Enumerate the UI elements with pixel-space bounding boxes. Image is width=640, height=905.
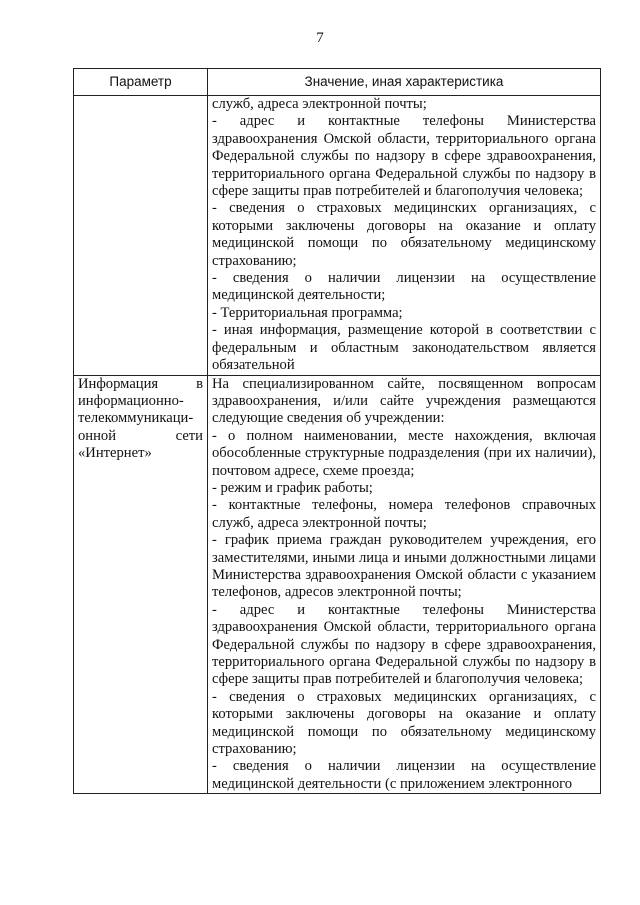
header-param: Параметр bbox=[74, 69, 208, 96]
value-item: служб, адреса электронной почты; bbox=[212, 96, 427, 112]
value-item: - Территориальная программа; bbox=[212, 304, 403, 321]
page-number: 7 bbox=[316, 30, 324, 46]
parameters-table bbox=[73, 68, 601, 794]
param-line: телекоммуникаци- bbox=[78, 410, 194, 427]
table-header-row bbox=[74, 69, 601, 96]
value-cell bbox=[208, 375, 601, 794]
param-line: онной сети bbox=[78, 427, 203, 444]
param-cell bbox=[74, 96, 208, 376]
value-cell bbox=[208, 96, 601, 376]
value-item: - сведения о страховых медицинских организациях, с которыми заключены договоры на оказание и оплату медицинской помощи по обязательному медицинскому страхованию; bbox=[212, 200, 596, 269]
value-item: - режим и график работы; bbox=[212, 479, 373, 496]
value-item: - контактные телефоны, номера телефонов справочных служб, адреса электронной почты; bbox=[212, 497, 596, 531]
value-item: - адрес и контактные телефоны Министерства здравоохранения Омской области, территориального органа Федеральной службы по надзору в сфере здравоохранения, территориального органа Федеральной службы по надзору в сфере защиты прав потребителей и благополучия человека; bbox=[212, 601, 596, 688]
value-item: - сведения о наличии лицензии на осуществление медицинской деятельности; bbox=[212, 270, 596, 304]
value-item: - сведения о страховых медицинских организациях, с которыми заключены договоры на оказание и оплату медицинской помощи по обязательному медицинскому страхованию; bbox=[212, 688, 596, 758]
header-value: Значение, иная характеристика bbox=[208, 69, 601, 96]
value-item: - сведения о наличии лицензии на осуществление медицинской деятельности (с приложением электронного bbox=[212, 758, 596, 792]
table-row bbox=[74, 375, 601, 794]
param-line: «Интернет» bbox=[78, 445, 152, 462]
value-item: - иная информация, размещение которой в соответствии с федеральным и областным законодательством является обязательной bbox=[212, 322, 596, 374]
table-row bbox=[74, 96, 601, 376]
value-item: - график приема граждан руководителем учреждения, его заместителями, иными лица и иными должностными лицами Министерства здравоохранения Омской области с указанием телефонов, адресов электронной почты; bbox=[212, 532, 596, 601]
value-item: - адрес и контактные телефоны Министерства здравоохранения Омской области, территориального органа Федеральной службы по надзору в сфере здравоохранения, территориального органа Федеральной службы по надзору в сфере защиты прав потребителей и благополучия человека; bbox=[212, 113, 596, 200]
value-item: На специализированном сайте, посвященном вопросам здравоохранения, и/или сайте учреждения размещаются следующие сведения об учреждении: bbox=[212, 375, 596, 427]
param-line: Информация в bbox=[78, 375, 203, 392]
param-cell bbox=[74, 375, 208, 794]
value-item: - о полном наименовании, месте нахождения, включая обособленные структурные подразделения (при их наличии), почтовом адресе, схеме проезда; bbox=[212, 427, 596, 479]
param-line: информационно- bbox=[78, 392, 184, 409]
